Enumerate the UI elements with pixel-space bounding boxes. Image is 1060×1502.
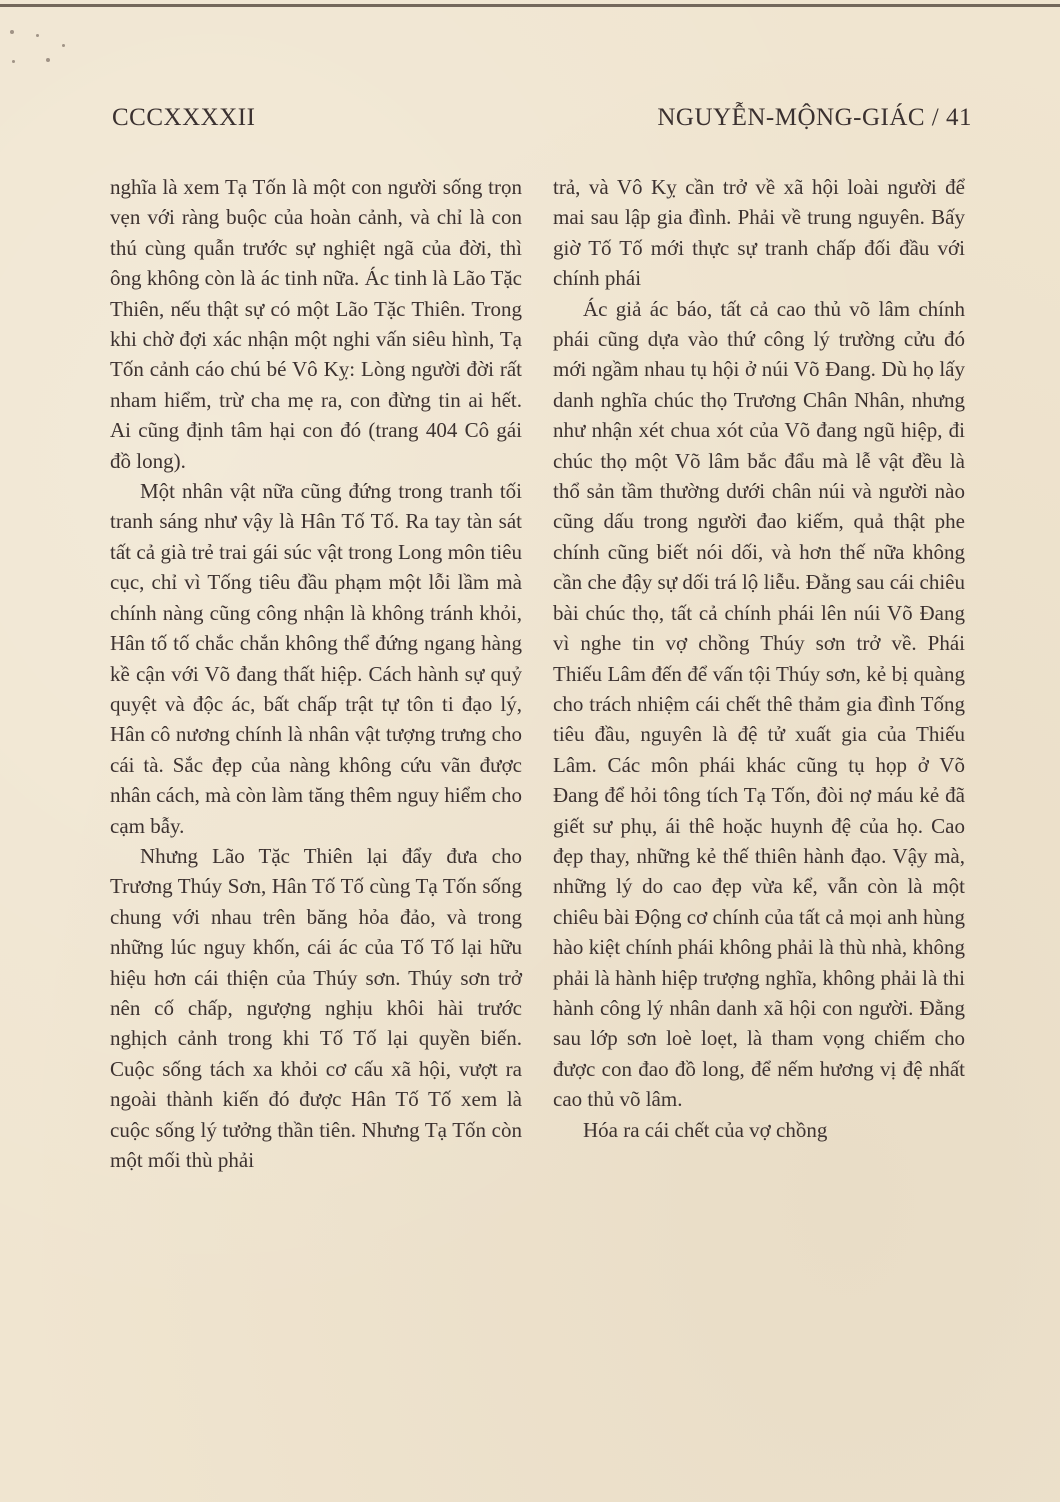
ink-speck: [12, 60, 15, 63]
ink-speck: [10, 30, 14, 34]
paragraph: trả, và Vô Kỵ cần trở về xã hội loài người để mai sau lập gia đình. Phải về trung nguyên. Bấy giờ Tố Tố mới thực sự tranh chấp đối đầu với chính phái: [553, 175, 965, 291]
ink-speck: [62, 44, 65, 47]
text-column-left: [110, 172, 522, 1175]
author-page-number: NGUYỄN-MỘNG-GIÁC / 41: [657, 104, 972, 131]
paragraph: nghĩa là xem Tạ Tốn là một con người sống trọn vẹn với ràng buộc của hoàn cảnh, và chỉ là con thú cùng quẫn trước sự nghiệt ngã của đời, thì ông không còn là ác tinh nữa. Ác tinh là Lão Tặc Thiên, nếu thật sự có một Lão Tặc Thiên. Trong khi chờ đợi xác nhận một nghi vấn siêu hình, Tạ Tốn cảnh cáo chú bé Vô Kỵ: Lòng người đời rất nham hiểm, trừ cha mẹ ra, con đừng tin ai hết. Ai cũng định tâm hại con đó (trang 404 Cô gái đồ long).: [110, 175, 522, 473]
top-edge-rule: [0, 4, 1060, 7]
paragraph: Ác giả ác báo, tất cả cao thủ võ lâm chính phái cũng dựa vào thứ công lý trường cửu đó mới ngầm nhau tụ hội ở núi Võ Đang. Dù họ lấy danh nghĩa chúc thọ Trương Chân Nhân, nhưng như nhận xét chua xót của Võ đang ngũ hiệp, đi chúc thọ một Võ lâm bắc đẩu mà lễ vật đều là thổ sản tầm thường dưới chân núi và người nào cũng dấu trong người đao kiếm, quả thật phe chính cũng biết nói dối, và hơn thế nữa không cần che đậy sự dối trá lộ liễu. Đằng sau cái chiêu bài chúc thọ, tất cả chính phái lên núi Võ Đang vì nghe tin vợ chồng Thúy sơn trở về. Phái Thiếu Lâm đến để vấn tội Thúy sơn, kẻ bị quàng cho trách nhiệm cái chết thê thảm gia đình Tống tiêu đầu, nguyên là đệ tử xuất gia của Thiếu Lâm. Các môn phái khác cũng tụ họp ở Võ Đang để hỏi tông tích Tạ Tốn, đòi nợ máu kẻ đã giết sư phụ, ái thê hoặc huynh đệ của họ. Cao đẹp thay, những kẻ thế thiên hành đạo. Vậy mà, những lý do cao đẹp vừa kể, vẫn còn là một chiêu bài Động cơ chính của tất cả mọi anh hùng hào kiệt chính phái không phải là thù nhà, không phải là hành hiệp trượng nghĩa, không phải là thi hành công lý nhân danh xã hội con người. Đằng sau lớp sơn loè loẹt, là tham vọng chiếm cho được con đao đồ long, để nếm hương vị đệ nhất cao thủ võ lâm.: [553, 296, 965, 1112]
running-header: [112, 104, 972, 140]
paragraph: Một nhân vật nữa cũng đứng trong tranh tối tranh sáng như vậy là Hân Tố Tố. Ra tay tàn sát tất cả già trẻ trai gái súc vật trong Long môn tiêu cục, chỉ vì Tống tiêu đầu phạm một lỗi lầm mà chính nàng cũng công nhận là không tránh khỏi, Hân tố tố chắc chắn không thể đứng ngang hàng kề cận với Võ đang thất hiệp. Cách hành sự quỷ quyệt và độc ác, bất chấp trật tự tôn ti đạo lý, Hân cô nương chính là nhân vật tượng trưng cho cái tà. Sắc đẹp của nàng không cứu vãn được nhân cách, mà còn làm tăng thêm nguy hiểm cho cạm bẫy.: [110, 479, 522, 838]
paragraph: Nhưng Lão Tặc Thiên lại đẩy đưa cho Trương Thúy Sơn, Hân Tố Tố cùng Tạ Tốn sống chung với nhau trên băng hỏa đảo, và trong những lúc nguy khốn, cái ác của Tố Tố lại hữu hiệu hơn cái thiện của Thúy sơn. Thúy sơn trở nên cố chấp, ngượng nghịu khôi hài trước nghịch cảnh trong khi Tố Tố lại quyền biến. Cuộc sống tách xa khỏi cơ cấu xã hội, vượt ra ngoài thành kiến đó được Hân Tố Tố xem là cuộc sống lý tưởng thần tiên. Nhưng Tạ Tốn còn một mối thù phải: [110, 843, 522, 1172]
text-column-right: [553, 172, 965, 1145]
paragraph: Hóa ra cái chết của vợ chồng: [583, 1117, 828, 1142]
ink-speck: [46, 58, 50, 62]
ink-speck: [36, 34, 39, 37]
page-section-number: CCCXXXXII: [112, 104, 256, 131]
